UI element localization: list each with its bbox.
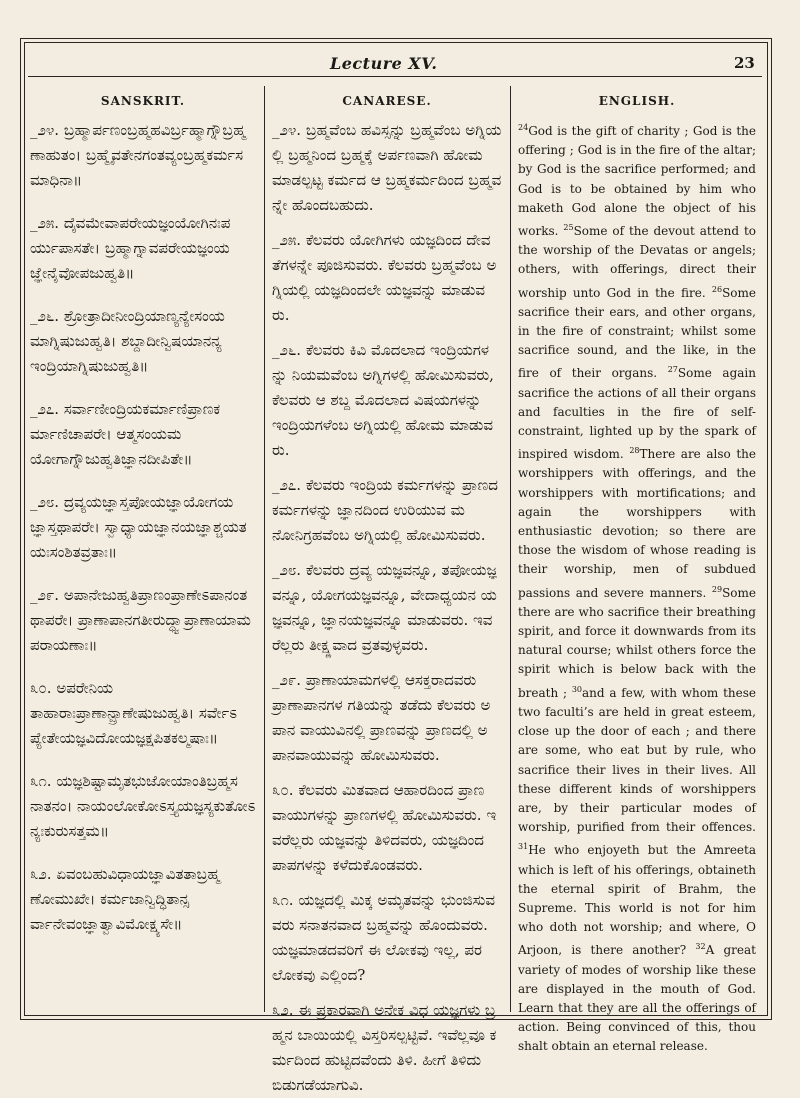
verse-text: Some again sacrifice the actions of all their organs and faculties in the fire of self-constraint, lighted up by the spark of inspired wisdom.: [518, 366, 756, 462]
verse-number: 26: [711, 284, 723, 294]
sanskrit-verse: _೨೭. ಸರ್ವಾಣೀಂದ್ರಿಯಕರ್ಮಾಣಿಪ್ರಾಣಕರ್ಮಾಣಿಚಾಪರೇ। ಆತ್ಮಸಂಯಮಯೋಗಾಗ್ನೌಜುಹ್ವತಿಜ್ಞಾನದೀಪಿತೇ॥: [30, 400, 221, 468]
verse-number: 24: [518, 123, 529, 132]
column-heading: ENGLISH.: [598, 94, 676, 108]
sanskrit-verse: ೩೧. ಯಜ್ಞಶಿಷ್ಟಾಮೃತಭುಜೋಯಾಂತಿಬ್ರಹ್ಮಸನಾತನಂ। ನಾಯಂಲೋಕೋಽಸ್ತ್ಯಯಜ್ಞಸ್ಯಕುತೋಽನ್ಯಃಕುರುಸತ್ತಮ॥: [30, 772, 256, 840]
header-rule: [28, 76, 762, 77]
verse-number: 31: [518, 842, 529, 852]
verse-number: 29: [711, 584, 723, 594]
page-number: 23: [734, 54, 755, 72]
column-divider: [264, 86, 265, 1012]
verse-text: There are also the worshippers with offerings, and the worshippers with mortifications; and again the worshippers with enthusiastic devotion; so there are those the wisdom of whose reading is their worship, men of subdued passions and severe manners.: [518, 447, 756, 600]
verse-text: He who enjoyeth but the Amreeta which is left of his offerings, obtaineth the eternal spirit of Brahm, the Supreme. This world is not for him who doth not worship; and where, O Arjoon, is there another?: [518, 843, 756, 958]
verse-number: 30: [571, 684, 583, 694]
verse-text: Some of the devout attend to the worship of the Devatas or angels; others, with offerings, direct their worship unto God in the fire.: [518, 224, 756, 300]
verse-text: Some there are who sacrifice their breathing spirit, and force it downwards from its natural course; whilst others force the spirit which is below back with the breath ;: [518, 585, 756, 700]
sanskrit-verse: ೩೦. ಅಪರೇನಿಯತಾಹಾರಾಃಪ್ರಾಣಾನ್ಪ್ರಾಣೇಷುಜುಹ್ವತಿ। ಸರ್ವೇಽಪ್ಯೇತೇಯಜ್ಞವಿದೋಯಜ್ಞಕ್ಷಪಿತಕಲ್ಮಷಾಃ॥: [30, 679, 238, 747]
sanskrit-verse: _೨೮. ದ್ರವ್ಯಯಜ್ಞಾಸ್ತಪೋಯಜ್ಞಾಯೋಗಯಜ್ಞಾಸ್ತಥಾಪರೇ। ಸ್ವಾಧ್ಯಾಯಜ್ಞಾನಯಜ್ಞಾಶ್ಚಯತಯಃಸಂಶಿತವ್ರತಾಃ॥: [30, 493, 247, 561]
running-head-title: Lecture XV.: [330, 54, 438, 73]
canarese-verse: _೨೯. ಪ್ರಾಣಾಯಾಮಗಳಲ್ಲಿ ಆಸಕ್ತರಾದವರು ಪ್ರಾಣಾಪಾನಗಳ ಗತಿಯನ್ನು ತಡೆದು ಕೆಲವರು ಅಪಾನ ವಾಯುವಿನಲ್ಲಿ ಪ್ರಾಣವನ್ನು ಪ್ರಾಣದಲ್ಲಿ ಅಪಾನವಾಯುವನ್ನು ಹೋಮಿಸುವರು.: [272, 671, 491, 764]
column-heading: SANSKRIT.: [100, 94, 186, 108]
canarese-verse: _೨೬. ಕೆಲವರು ಕಿವಿ ಮೊದಲಾದ ಇಂದ್ರಿಯಗಳನ್ನು ನಿಯಮವೆಂಬ ಅಗ್ನಿಗಳಲ್ಲಿ ಹೋಮಿಸುವರು, ಕೆಲವರು ಆ ಶಬ್ದ ಮೊದಲಾದ ವಿಷಯಗಳನ್ನು ಇಂದ್ರಿಯಗಳೆಂಬ ಅಗ್ನಿಯಲ್ಲಿ ಹೋಮ ಮಾಡುವರು.: [272, 341, 494, 459]
english-column: [518, 94, 756, 1054]
verse-text: Some sacrifice their ears, and other organs, in the fire of constraint; whilst some sacrifice sound, and the like, in the fire of their organs.: [518, 285, 756, 381]
verse-text: A great variety of modes of worship like these are displayed in the mouth of God. Learn that they are all the offerings of action. Being convinced of this, thou shalt obtain an eternal release.: [518, 943, 756, 1054]
verse-number: 27: [667, 365, 678, 375]
canarese-verse: ೩೦. ಕೆಲವರು ಮಿತವಾದ ಆಹಾರದಿಂದ ಪ್ರಾಣವಾಯುಗಳನ್ನು ಪ್ರಾಣಗಳಲ್ಲಿ ಹೋಮಿಸುವರು. ಇವರೆಲ್ಲರು ಯಜ್ಞವನ್ನು ತಿಳಿದವರು, ಯಜ್ಞದಿಂದ ಪಾಪಗಳನ್ನು ಕಳೆದುಕೊಂಡವರು.: [272, 781, 497, 874]
canarese-verse: _೨೫. ಕೆಲವರು ಯೋಗಿಗಳು ಯಜ್ಞದಿಂದ ದೇವತೆಗಳನ್ನೇ ಪೂಜಿಸುವರು. ಕೆಲವರು ಬ್ರಹ್ಮವೆಂಬ ಅಗ್ನಿಯಲ್ಲಿ ಯಜ್ಞದಿಂದಲೇ ಯಜ್ಞವನ್ನು ಮಾಡುವರು.: [272, 231, 497, 324]
sanskrit-verse: _೨೫. ದೈವಮೇವಾಪರೇಯಜ್ಞಂಯೋಗಿನಃಪರ್ಯುಪಾಸತೇ। ಬ್ರಹ್ಮಾಗ್ನಾವಪರೇಯಜ್ಞಂಯಜ್ಞೇನೈವೋಪಜುಹ್ವತಿ॥: [30, 214, 231, 282]
verse-number: 28: [629, 446, 640, 456]
verse-text: God is the gift of charity ; God is the offering ; God is in the fire of the altar; by God is the sacrifice performed; and God is to be obtained by him who maketh God alone the object of his works.: [518, 124, 756, 239]
sanskrit-verse: _೨೯. ಅಪಾನೇಜುಹ್ವತಿಪ್ರಾಣಂಪ್ರಾಣೇಽಪಾನಂತಥಾಪರೇ। ಪ್ರಾಣಾಪಾನಗತೀರುದ್ಧ್ವಾಪ್ರಾಣಾಯಾಮಪರಾಯಣಾಃ॥: [30, 586, 251, 654]
canarese-verse: _೨೮. ಕೆಲವರು ದ್ರವ್ಯ ಯಜ್ಞವನ್ನೂ, ತಪೋಯಜ್ಞವನ್ನೂ, ಯೋಗಯಜ್ಞವನ್ನೂ, ವೇದಾಧ್ಯಯನ ಯಜ್ಞವನ್ನೂ, ಜ್ಞಾನಯಜ್ಞವನ್ನೂ ಮಾಡುವರು. ಇವರೆಲ್ಲರು ತೀಕ್ಷ್ಣವಾದ ವ್ರತವುಳ್ಳವರು.: [272, 561, 497, 654]
verse-text: and a few, with whom these two faculti’s are held in great esteem, close up the door of each ; and there are some, who eat but by rule, who sacrifice their lives in their lives. All these different kinds of worshippers are, by their particular modes of worship, purified from their offences.: [518, 685, 756, 835]
column-divider: [510, 86, 511, 1012]
sanskrit-verse: ೩೨. ಏವಂಬಹುವಿಧಾಯಜ್ಞಾವಿತತಾಬ್ರಹ್ಮಣೋಮುಖೇ। ಕರ್ಮಜಾನ್ವಿದ್ಧಿತಾನ್ಸರ್ವಾನೇವಂಜ್ಞಾತ್ವಾವಿಮೋಕ್ಷ್ಯಸೇ॥: [30, 865, 220, 933]
canarese-verse: _೨೭. ಕೆಲವರು ಇಂದ್ರಿಯ ಕರ್ಮಗಳನ್ನು ಪ್ರಾಣದ ಕರ್ಮಗಳನ್ನು ಜ್ಞಾನದಿಂದ ಉರಿಯುವ ಮನೋನಿಗ್ರಹವೆಂಬ ಅಗ್ನಿಯಲ್ಲಿ ಹೋಮಿಸುವರು.: [272, 476, 498, 544]
canarese-column: [272, 94, 502, 1094]
sanskrit-verse: _೨೬. ಶ್ರೋತ್ರಾದೀನೀಂದ್ರಿಯಾಣ್ಯನ್ಯೇಸಂಯಮಾಗ್ನಿಷುಜುಹ್ವತಿ। ಶಬ್ದಾದೀನ್ವಿಷಯಾನನ್ಯಇಂದ್ರಿಯಾಗ್ನಿಷುಜುಹ್ವತಿ॥: [30, 307, 225, 375]
english-text: [518, 118, 756, 1057]
canarese-verse: _೨೪. ಬ್ರಹ್ಮವೆಂಬ ಹವಿಸ್ಸನ್ನು ಬ್ರಹ್ಮವೆಂಬ ಅಗ್ನಿಯಲ್ಲಿ ಬ್ರಹ್ಮನಿಂದ ಬ್ರಹ್ಮಕ್ಕೆ ಅರ್ಪಣವಾಗಿ ಹೋಮಮಾಡಲ್ಪಟ್ಟ ಕರ್ಮದ ಆ ಬ್ರಹ್ಮಕರ್ಮದಿಂದ ಬ್ರಹ್ಮವನ್ನೇ ಹೊಂದಬಹುದು.: [272, 121, 502, 214]
canarese-verse: ೩೧. ಯಜ್ಞದಲ್ಲಿ ಮಿಕ್ಕ ಅಮೃತವನ್ನು ಭುಂಜಿಸುವವರು ಸನಾತನವಾದ ಬ್ರಹ್ಮವನ್ನು ಹೊಂದುವರು. ಯಜ್ಞಮಾಡದವರಿಗೆ ಈ ಲೋಕವು ಇಲ್ಲ, ಪರಲೋಕವು ಎಲ್ಲಿಂದ?: [272, 891, 495, 984]
canarese-verse: ೩೨. ಈ ಪ್ರಕಾರವಾಗಿ ಅನೇಕ ವಿಧ ಯಜ್ಞಗಳು ಬ್ರಹ್ಮನ ಬಾಯಿಯಲ್ಲಿ ವಿಸ್ತರಿಸಲ್ಪಟ್ಟಿವೆ. ಇವೆಲ್ಲವೂ ಕರ್ಮದಿಂದ ಹುಟ್ಟಿದವೆಂದು ತಿಳಿ. ಹೀಗೆ ತಿಳಿದು ಬಿಡುಗಡೆಯಾಗುವಿ.: [272, 1001, 497, 1094]
column-heading: CANARESE.: [342, 94, 432, 108]
verse-number: 25: [563, 223, 574, 233]
verse-number: 32: [695, 942, 706, 952]
sanskrit-verse: _೨೪. ಬ್ರಹ್ಮಾರ್ಪಣಂಬ್ರಹ್ಮಹವಿರ್ಬ್ರಹ್ಮಾಗ್ನೌಬ್ರಹ್ಮಣಾಹುತಂ। ಬ್ರಹ್ಮೈವತೇನಗಂತವ್ಯಂಬ್ರಹ್ಮಕರ್ಮಸಮಾಧಿನಾ॥: [30, 121, 246, 189]
sanskrit-column: [30, 94, 256, 1009]
